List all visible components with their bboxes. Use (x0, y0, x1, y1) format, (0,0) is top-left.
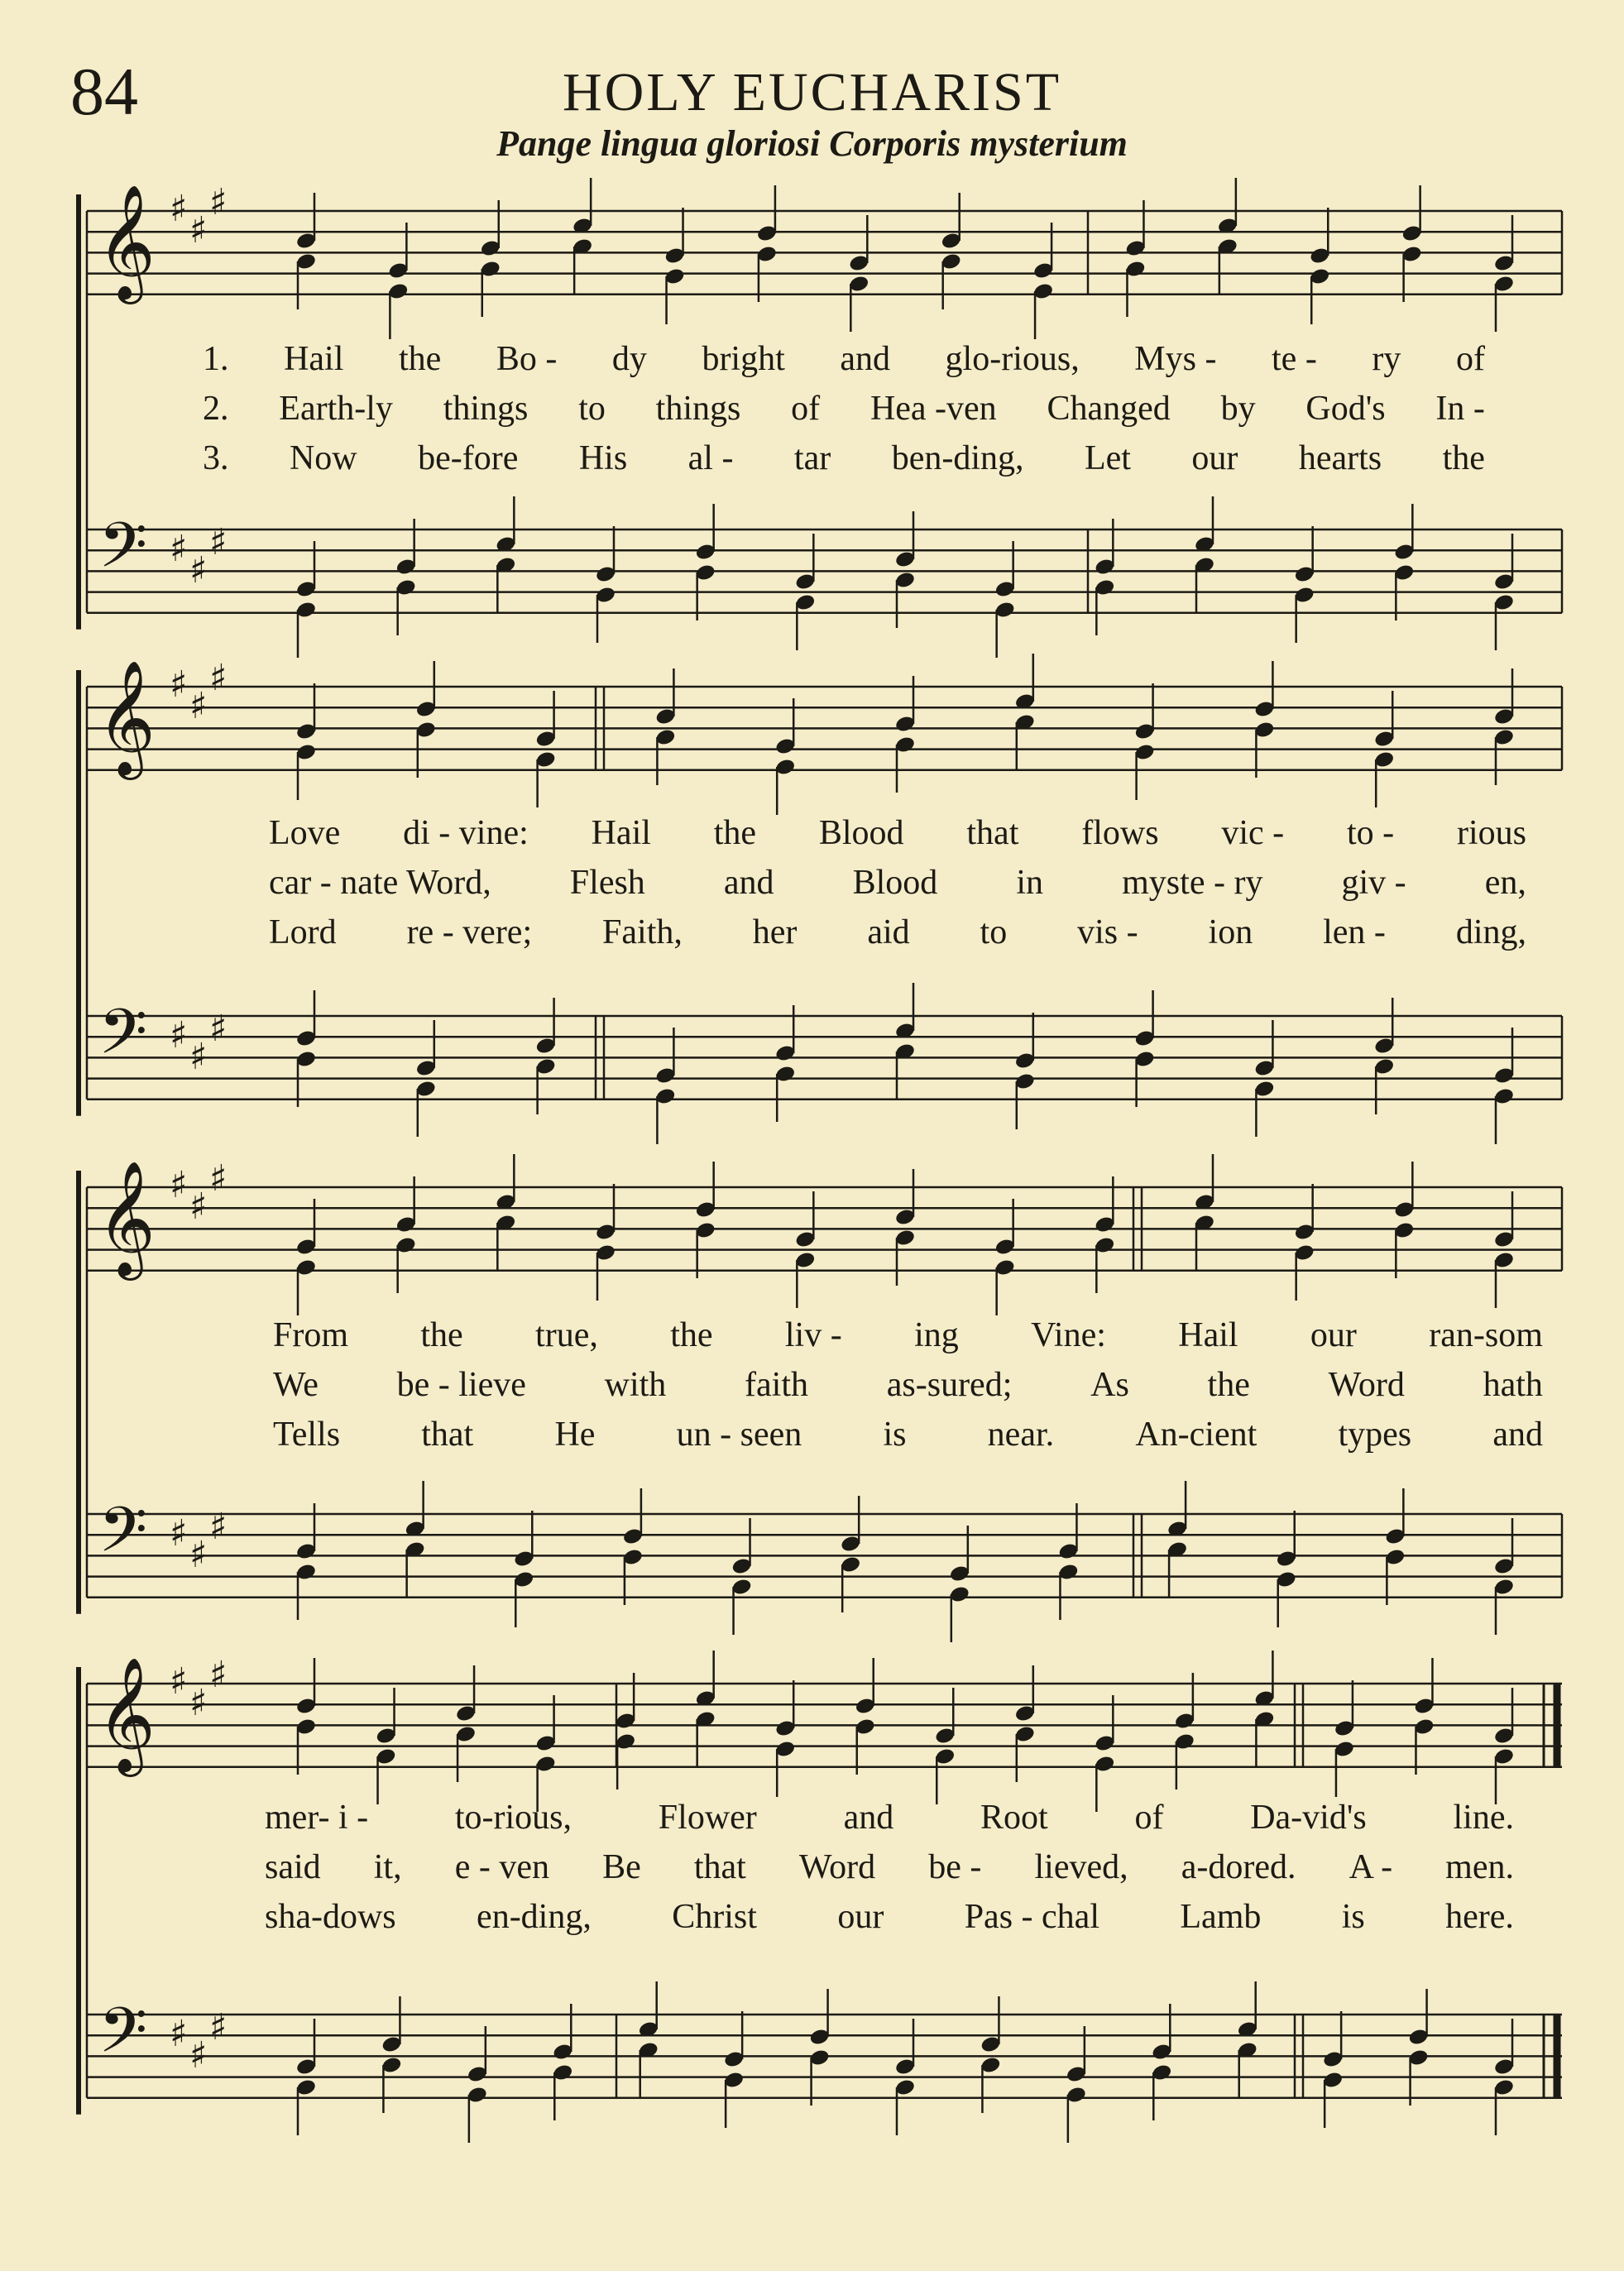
sharp-icon: ♯ (209, 521, 228, 563)
sharp-icon: ♯ (189, 1682, 208, 1724)
lyric-syllable: vis - (1077, 913, 1138, 951)
lyric-syllable: to (578, 390, 606, 428)
bass-clef-icon: 𝄢 (98, 509, 148, 597)
bass-clef-icon: 𝄢 (98, 1994, 148, 2082)
lyric-syllable: the (670, 1316, 713, 1354)
lyric-syllable: Blood (818, 814, 904, 852)
lyric-syllable: Christ (672, 1898, 757, 1936)
lyric-verse-1 (269, 813, 1526, 853)
lyric-syllable: hath (1483, 1366, 1543, 1404)
lyric-syllable: Mys - (1134, 340, 1217, 378)
lyric-syllable: Flower (658, 1799, 757, 1837)
lyric-syllable: as-sured; (886, 1366, 1013, 1404)
lyric-syllable: en, (1484, 864, 1526, 902)
lyric-syllable: sha-dows (265, 1898, 396, 1936)
lyric-syllable: glo-rious, (945, 340, 1080, 378)
sharp-icon: ♯ (209, 1654, 228, 1696)
lyric-syllable: rious (1456, 814, 1526, 852)
sharp-icon: ♯ (170, 2013, 188, 2055)
lyric-syllable: Bo - (496, 340, 558, 378)
sharp-icon: ♯ (189, 685, 208, 727)
treble-clef-icon: 𝄞 (97, 184, 156, 299)
sharp-icon: ♯ (189, 1534, 208, 1576)
sharp-icon: ♯ (209, 1157, 228, 1200)
lyric-syllable: e - ven (454, 1848, 549, 1886)
lyric-syllable: Love (269, 814, 341, 852)
lyric-syllable: Be (602, 1848, 641, 1886)
lyric-syllable: aid (867, 913, 910, 951)
lyric-syllable: said (265, 1848, 321, 1886)
lyric-syllable: Let (1084, 439, 1131, 477)
lyric-syllable: men. (1445, 1848, 1514, 1886)
lyric-verse-3 (265, 1897, 1514, 1937)
lyric-syllable: our (1310, 1316, 1357, 1354)
lyric-syllable: the (1442, 439, 1485, 477)
lyric-verse-1 (265, 1798, 1514, 1837)
lyric-syllable: mer- i - (265, 1799, 369, 1837)
lyric-syllable: that (693, 1848, 746, 1886)
lyric-verse-3 (203, 438, 1485, 478)
lyric-syllable: In - (1435, 390, 1485, 428)
lyric-syllable: en-ding, (477, 1898, 592, 1936)
lyric-syllable: ing (914, 1316, 959, 1354)
lyric-syllable: ben-ding, (891, 439, 1024, 477)
treble-clef-icon: 𝄞 (97, 1161, 156, 1276)
lyric-syllable: len - (1323, 913, 1386, 951)
lyric-syllable: bright (702, 340, 785, 378)
lyric-syllable: Hail (591, 814, 651, 852)
lyric-syllable: ion (1208, 913, 1253, 951)
lyric-syllable: flows (1081, 814, 1159, 852)
lyric-syllable: Word (798, 1848, 876, 1886)
sharp-icon: ♯ (209, 1506, 228, 1548)
lyric-syllable: is (883, 1416, 907, 1454)
lyric-syllable: that (421, 1416, 474, 1454)
sharp-icon: ♯ (189, 209, 208, 252)
lyric-syllable: As (1090, 1366, 1129, 1404)
lyric-verse-3 (269, 913, 1526, 952)
treble-clef-icon: 𝄞 (97, 660, 156, 775)
lyric-syllable: and (1492, 1416, 1543, 1454)
hymn-title: HOLY EUCHARIST (562, 62, 1062, 122)
sharp-icon: ♯ (189, 2034, 208, 2077)
lyric-syllable: and (840, 340, 890, 378)
lyric-syllable: it, (373, 1848, 402, 1886)
lyric-syllable: Changed (1047, 390, 1171, 428)
lyric-syllable: His (578, 439, 628, 477)
lyric-syllable: the (398, 340, 442, 378)
lyric-syllable: in (1016, 864, 1044, 902)
sharp-icon: ♯ (170, 1660, 188, 1703)
lyric-syllable: car - nate Word, (269, 864, 491, 902)
lyric-syllable: line. (1453, 1799, 1514, 1837)
lyric-syllable: things (655, 390, 741, 428)
sharp-icon: ♯ (170, 1164, 188, 1206)
bass-clef-icon: 𝄢 (98, 995, 148, 1084)
lyric-syllable: We (273, 1366, 319, 1404)
lyric-syllable: God's (1305, 390, 1386, 428)
lyric-syllable: a-dored. (1181, 1848, 1296, 1886)
lyric-syllable: Hail (284, 340, 344, 378)
lyric-syllable: Da-vid's (1250, 1799, 1367, 1837)
lyric-syllable: Vine: (1031, 1316, 1106, 1354)
sharp-icon: ♯ (170, 528, 188, 570)
lyric-syllable: things (443, 390, 529, 428)
lyric-syllable: to (980, 913, 1008, 951)
sharp-icon: ♯ (170, 664, 188, 706)
lyric-syllable: Tells (273, 1416, 341, 1454)
lyric-syllable: the (1207, 1366, 1250, 1404)
lyric-syllable: lieved, (1034, 1848, 1128, 1886)
lyric-syllable: hearts (1298, 439, 1382, 477)
lyric-syllable: Faith, (602, 913, 683, 951)
sharp-icon: ♯ (209, 2006, 228, 2048)
lyric-syllable: dy (611, 340, 647, 378)
lyric-verse-2 (265, 1847, 1514, 1887)
lyric-syllable: A - (1349, 1848, 1393, 1886)
lyric-syllable: our (837, 1898, 884, 1936)
lyric-syllable: myste - ry (1122, 864, 1263, 902)
lyric-syllable: of (1455, 340, 1485, 378)
lyric-syllable: vic - (1221, 814, 1285, 852)
lyric-syllable: He (554, 1416, 596, 1454)
lyric-syllable: of (791, 390, 821, 428)
hymn-subtitle: Pange lingua gloriosi Corporis mysterium (496, 123, 1128, 164)
treble-clef-icon: 𝄞 (97, 1657, 156, 1772)
lyric-syllable: be-fore (418, 439, 519, 477)
lyric-syllable: our (1191, 439, 1238, 477)
sharp-icon: ♯ (189, 549, 208, 592)
sharp-icon: ♯ (209, 181, 228, 223)
lyric-syllable: be - (928, 1848, 982, 1886)
lyric-syllable: to-rious, (454, 1799, 572, 1837)
lyric-syllable: and (843, 1799, 894, 1837)
lyric-syllable: Hea -ven (869, 390, 997, 428)
lyric-verse-2 (273, 1365, 1543, 1405)
lyric-syllable: di - vine: (403, 814, 529, 852)
lyric-syllable: From (273, 1316, 349, 1354)
lyric-syllable: by (1220, 390, 1256, 428)
sharp-icon: ♯ (170, 1512, 188, 1555)
lyric-syllable: her (752, 913, 798, 951)
lyric-syllable: giv - (1341, 864, 1406, 902)
lyric-verse-3 (273, 1415, 1543, 1454)
sharp-icon: ♯ (189, 1186, 208, 1228)
lyric-syllable: ran-som (1429, 1316, 1543, 1354)
lyric-syllable: Root (980, 1799, 1048, 1837)
lyric-syllable: true, (535, 1316, 598, 1354)
page-number: 84 (70, 54, 138, 129)
lyric-syllable: te - (1272, 340, 1317, 378)
lyric-syllable: tar (793, 439, 831, 477)
lyric-verse-2 (203, 389, 1485, 429)
sharp-icon: ♯ (170, 1014, 188, 1056)
sharp-icon: ♯ (209, 657, 228, 699)
lyric-syllable: Pas - chal (964, 1898, 1099, 1936)
lyric-syllable: Blood (852, 864, 938, 902)
lyric-syllable: the (420, 1316, 463, 1354)
lyric-syllable: that (966, 814, 1019, 852)
lyric-syllable: Hail (1178, 1316, 1238, 1354)
lyric-syllable: faith (745, 1366, 809, 1404)
lyric-syllable: here. (1445, 1898, 1514, 1936)
lyric-syllable: and (723, 864, 774, 902)
lyric-syllable: is (1341, 1898, 1365, 1936)
lyric-syllable: to - (1347, 814, 1395, 852)
lyric-verse-1 (273, 1315, 1543, 1355)
lyric-syllable: with (604, 1366, 667, 1404)
lyric-syllable: the (713, 814, 757, 852)
lyric-syllable: Lamb (1180, 1898, 1262, 1936)
lyric-syllable: near. (987, 1416, 1055, 1454)
lyric-syllable: liv - (784, 1316, 842, 1354)
lyric-syllable: re - vere; (406, 913, 533, 951)
lyric-syllable: 2. (203, 390, 229, 428)
lyric-verse-1 (203, 339, 1485, 379)
lyric-syllable: Flesh (569, 864, 645, 902)
lyric-verse-2 (269, 863, 1526, 903)
lyric-syllable: un - seen (676, 1416, 802, 1454)
lyric-syllable: Lord (269, 913, 337, 951)
lyric-syllable: 1. (203, 340, 229, 378)
lyric-syllable: al - (687, 439, 734, 477)
lyric-syllable: of (1134, 1799, 1164, 1837)
lyric-syllable: ry (1372, 340, 1401, 378)
lyric-syllable: types (1338, 1416, 1412, 1454)
sharp-icon: ♯ (189, 1036, 208, 1078)
lyric-syllable: An-cient (1135, 1416, 1258, 1454)
bass-clef-icon: 𝄢 (98, 1493, 148, 1582)
lyric-syllable: 3. (203, 439, 229, 477)
lyric-syllable: ding, (1455, 913, 1526, 951)
sharp-icon: ♯ (170, 188, 188, 230)
lyric-syllable: Now (289, 439, 357, 477)
lyric-syllable: be - lieve (396, 1366, 526, 1404)
lyric-syllable: Word (1328, 1366, 1405, 1404)
lyric-syllable: Earth-ly (279, 390, 393, 428)
sharp-icon: ♯ (209, 1008, 228, 1050)
